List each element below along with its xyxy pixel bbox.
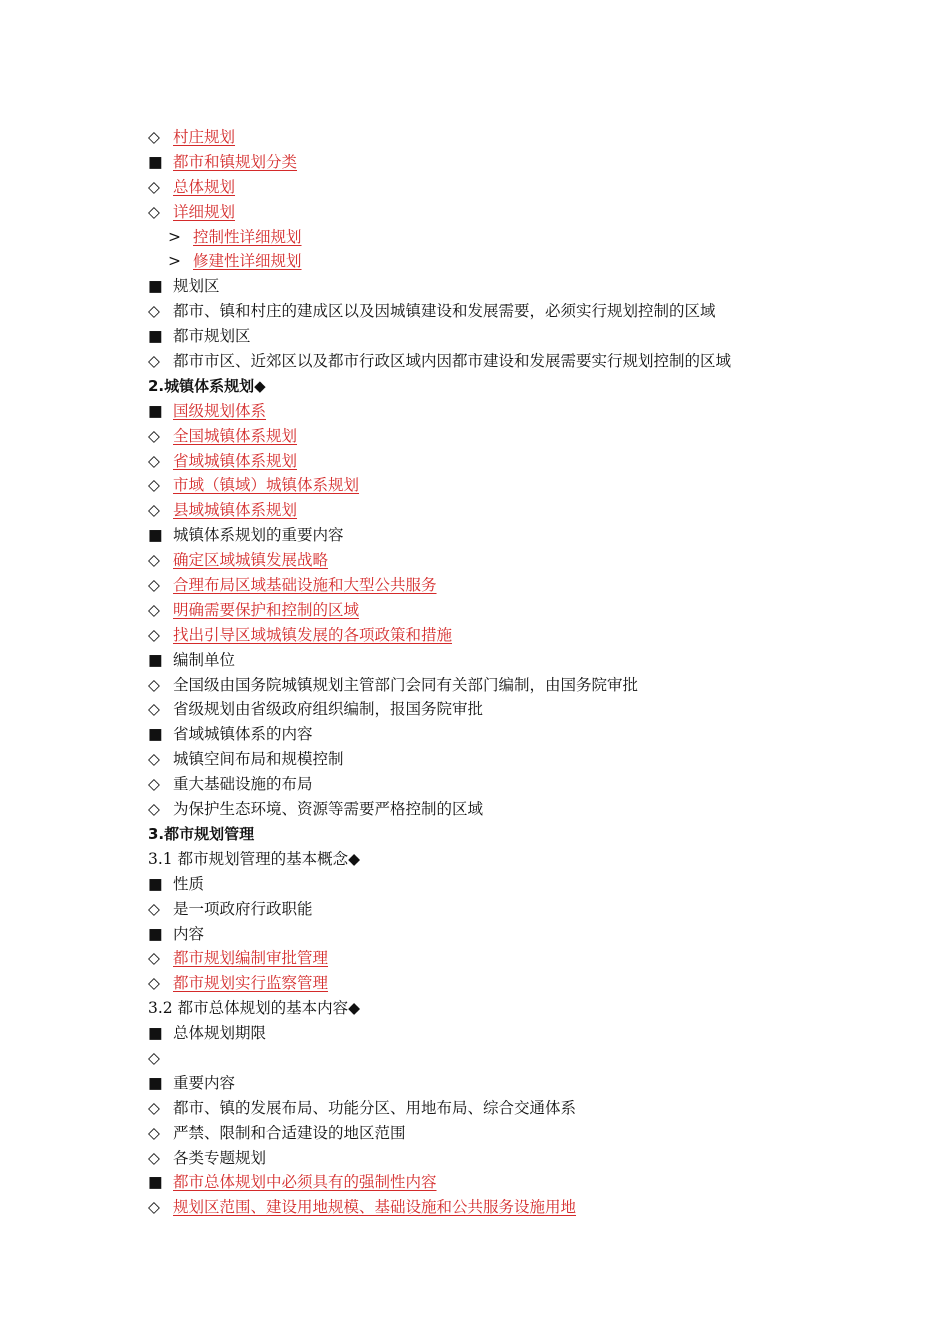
outline-link[interactable]: 明确需要保护和控制的区域 bbox=[173, 600, 360, 619]
list-item bbox=[148, 1046, 868, 1071]
outline-link[interactable]: 全国城镇体系规划 bbox=[173, 426, 298, 445]
hollow-diamond-bullet: ◇ bbox=[148, 700, 160, 719]
list-item bbox=[148, 772, 868, 797]
hollow-diamond-bullet: ◇ bbox=[148, 625, 160, 644]
list-item bbox=[148, 200, 868, 225]
list-item bbox=[148, 946, 868, 971]
item-text: 省级规划由省级政府组织编制，报国务院审批 bbox=[173, 700, 484, 719]
hollow-diamond-bullet: ◇ bbox=[148, 1123, 160, 1142]
list-item bbox=[148, 1170, 868, 1195]
list-item bbox=[148, 324, 868, 349]
filled-square-bullet: ■ bbox=[148, 874, 163, 893]
list-item bbox=[148, 399, 868, 424]
hollow-diamond-bullet: ◇ bbox=[148, 177, 160, 196]
item-text: 全国级由国务院城镇规划主管部门会同有关部门编制，由国务院审批 bbox=[173, 675, 639, 694]
list-item bbox=[148, 697, 868, 722]
filled-square-bullet: ■ bbox=[148, 1173, 163, 1192]
outline-link[interactable]: 市域（镇域）城镇体系规划 bbox=[173, 476, 360, 495]
item-text: 是一项政府行政职能 bbox=[173, 899, 313, 918]
hollow-diamond-bullet: ◇ bbox=[148, 576, 160, 595]
hollow-diamond-bullet: ◇ bbox=[148, 128, 160, 146]
outline-link[interactable]: 国级规划体系 bbox=[173, 401, 267, 420]
hollow-diamond-bullet: ◇ bbox=[148, 476, 160, 495]
outline-link[interactable]: 合理布局区域基础设施和大型公共服务 bbox=[173, 576, 437, 595]
list-item bbox=[148, 498, 868, 523]
hollow-diamond-bullet: ◇ bbox=[148, 352, 160, 371]
filled-square-bullet: ■ bbox=[148, 924, 163, 943]
outline-link[interactable]: 修建性详细规划 bbox=[193, 252, 302, 271]
filled-square-bullet: ■ bbox=[148, 277, 163, 296]
list-item bbox=[148, 673, 868, 698]
arrow-bullet: > bbox=[168, 252, 181, 271]
list-item bbox=[148, 971, 868, 996]
item-text: 编制单位 bbox=[173, 650, 236, 669]
hollow-diamond-bullet: ◇ bbox=[148, 451, 160, 470]
list-item bbox=[148, 523, 868, 548]
item-text: 严禁、限制和合适建设的地区范围 bbox=[173, 1123, 406, 1142]
list-item bbox=[148, 897, 868, 922]
list-item bbox=[148, 125, 868, 150]
list-item bbox=[148, 598, 868, 623]
list-item bbox=[148, 722, 868, 747]
filled-square-bullet: ■ bbox=[148, 401, 163, 420]
outline-link[interactable]: 找出引导区域城镇发展的各项政策和措施 bbox=[173, 625, 453, 644]
outline-link[interactable]: 村庄规划 bbox=[173, 128, 236, 146]
heading-text: 3.都市规划管理 bbox=[148, 824, 255, 843]
list-item bbox=[148, 573, 868, 598]
document-body bbox=[148, 125, 868, 1220]
filled-square-bullet: ■ bbox=[148, 1024, 163, 1043]
item-text: 省域城镇体系的内容 bbox=[173, 725, 313, 744]
outline-link[interactable]: 都市和镇规划分类 bbox=[173, 152, 298, 171]
heading-text: 2.城镇体系规划◆ bbox=[148, 376, 266, 395]
hollow-diamond-bullet: ◇ bbox=[148, 600, 160, 619]
arrow-bullet: > bbox=[168, 227, 181, 246]
hollow-diamond-bullet: ◇ bbox=[148, 1098, 160, 1117]
hollow-diamond-bullet: ◇ bbox=[148, 949, 160, 968]
filled-square-bullet: ■ bbox=[148, 327, 163, 346]
item-text: 3.2 都市总体规划的基本内容◆ bbox=[148, 999, 360, 1018]
item-text: 都市、镇的发展布局、功能分区、用地布局、综合交通体系 bbox=[173, 1098, 577, 1117]
list-item bbox=[148, 299, 868, 324]
outline-link[interactable]: 总体规划 bbox=[173, 177, 236, 196]
outline-link[interactable]: 确定区域城镇发展战略 bbox=[173, 551, 329, 570]
filled-square-bullet: ■ bbox=[148, 152, 163, 171]
filled-square-bullet: ■ bbox=[148, 526, 163, 545]
item-text: 各类专题规划 bbox=[173, 1148, 267, 1167]
section-heading bbox=[148, 822, 868, 847]
item-text: 总体规划期限 bbox=[173, 1024, 267, 1043]
list-item bbox=[148, 1195, 868, 1220]
outline-link[interactable]: 都市规划编制审批管理 bbox=[173, 949, 329, 968]
hollow-diamond-bullet: ◇ bbox=[148, 1048, 160, 1067]
hollow-diamond-bullet: ◇ bbox=[148, 1198, 160, 1217]
item-text: 城镇体系规划的重要内容 bbox=[173, 526, 344, 545]
item-text: 性质 bbox=[173, 874, 205, 893]
hollow-diamond-bullet: ◇ bbox=[148, 302, 160, 321]
list-item bbox=[148, 424, 868, 449]
outline-link[interactable]: 都市规划实行监察管理 bbox=[173, 974, 329, 993]
hollow-diamond-bullet: ◇ bbox=[148, 202, 160, 221]
list-item bbox=[148, 175, 868, 200]
outline-link[interactable]: 控制性详细规划 bbox=[193, 227, 302, 246]
item-text: 为保护生态环境、资源等需要严格控制的区域 bbox=[173, 800, 484, 819]
item-text: 重大基础设施的布局 bbox=[173, 775, 313, 794]
item-text: 3.1 都市规划管理的基本概念◆ bbox=[148, 849, 360, 868]
list-item bbox=[148, 623, 868, 648]
list-item bbox=[148, 1071, 868, 1096]
list-item bbox=[148, 996, 868, 1021]
outline-link[interactable]: 规划区范围、建设用地规模、基础设施和公共服务设施用地 bbox=[173, 1198, 577, 1217]
filled-square-bullet: ■ bbox=[148, 650, 163, 669]
list-item bbox=[148, 449, 868, 474]
hollow-diamond-bullet: ◇ bbox=[148, 426, 160, 445]
item-text: 城镇空间布局和规模控制 bbox=[173, 750, 344, 769]
filled-square-bullet: ■ bbox=[148, 1073, 163, 1092]
filled-square-bullet: ■ bbox=[148, 725, 163, 744]
item-text: 内容 bbox=[173, 924, 205, 943]
hollow-diamond-bullet: ◇ bbox=[148, 899, 160, 918]
list-item bbox=[148, 473, 868, 498]
list-item bbox=[148, 747, 868, 772]
list-item bbox=[148, 872, 868, 897]
hollow-diamond-bullet: ◇ bbox=[148, 675, 160, 694]
list-item bbox=[148, 349, 868, 374]
list-item bbox=[148, 274, 868, 299]
item-text: 重要内容 bbox=[173, 1073, 236, 1092]
hollow-diamond-bullet: ◇ bbox=[148, 551, 160, 570]
sub-list-item bbox=[148, 225, 868, 250]
item-text: 规划区 bbox=[173, 277, 220, 296]
list-item bbox=[148, 1096, 868, 1121]
hollow-diamond-bullet: ◇ bbox=[148, 1148, 160, 1167]
list-item bbox=[148, 150, 868, 175]
hollow-diamond-bullet: ◇ bbox=[148, 775, 160, 794]
item-text: 都市、镇和村庄的建成区以及因城镇建设和发展需要，必须实行规划控制的区域 bbox=[173, 302, 716, 321]
list-item bbox=[148, 1121, 868, 1146]
section-heading bbox=[148, 374, 868, 399]
hollow-diamond-bullet: ◇ bbox=[148, 974, 160, 993]
hollow-diamond-bullet: ◇ bbox=[148, 501, 160, 520]
list-item bbox=[148, 648, 868, 673]
list-item bbox=[148, 922, 868, 947]
item-text: 都市规划区 bbox=[173, 327, 251, 346]
outline-link[interactable]: 县域城镇体系规划 bbox=[173, 501, 298, 520]
list-item bbox=[148, 797, 868, 822]
list-item bbox=[148, 1021, 868, 1046]
outline-link[interactable]: 省域城镇体系规划 bbox=[173, 451, 298, 470]
outline-link[interactable]: 详细规划 bbox=[173, 202, 236, 221]
item-text: 都市市区、近郊区以及都市行政区域内因都市建设和发展需要实行规划控制的区域 bbox=[173, 352, 732, 371]
list-item bbox=[148, 1146, 868, 1171]
hollow-diamond-bullet: ◇ bbox=[148, 750, 160, 769]
outline-link[interactable]: 都市总体规划中必须具有的强制性内容 bbox=[173, 1173, 437, 1192]
list-item bbox=[148, 847, 868, 872]
hollow-diamond-bullet: ◇ bbox=[148, 800, 160, 819]
list-item bbox=[148, 548, 868, 573]
sub-list-item bbox=[148, 249, 868, 274]
